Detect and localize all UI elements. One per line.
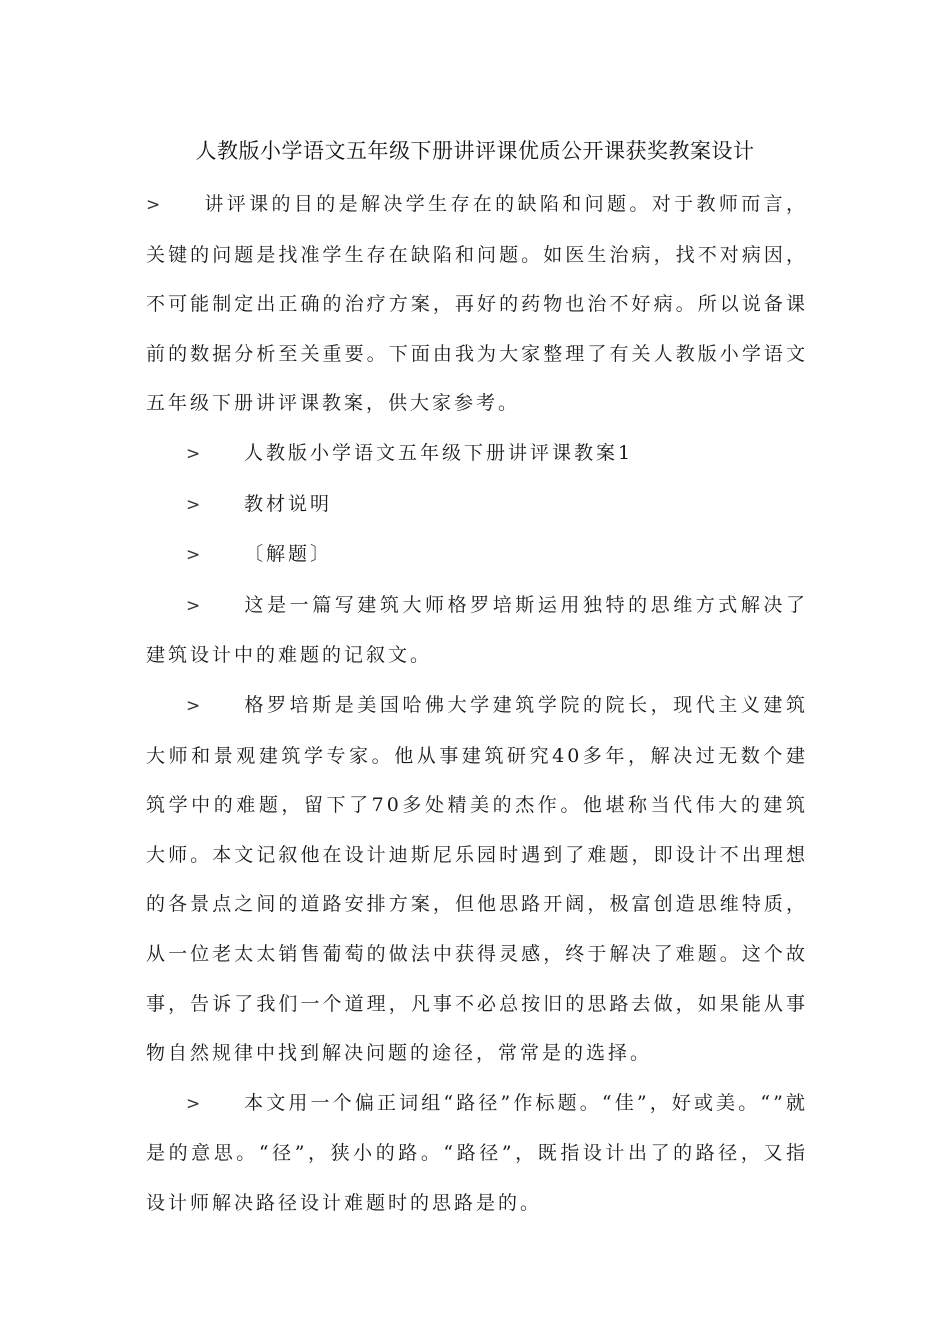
- document-title: 人教版小学语文五年级下册讲评课优质公开课获奖教案设计: [195, 139, 755, 163]
- paragraph-text: 这是一篇写建筑大师格罗培斯运用独特的思维方式解决了建筑设计中的难题的记叙文。: [146, 593, 808, 667]
- paragraph: [146, 429, 808, 480]
- bullet-arrow-icon: >: [186, 494, 201, 515]
- bullet-arrow-icon: >: [186, 545, 201, 566]
- bullet-arrow-icon: >: [186, 1093, 201, 1114]
- bullet-arrow-icon: >: [186, 695, 201, 716]
- bullet-arrow-icon: >: [186, 595, 201, 616]
- paragraph: [146, 681, 808, 1079]
- paragraph: [146, 530, 808, 581]
- paragraph: [146, 180, 808, 429]
- paragraph: [146, 581, 808, 681]
- paragraph-text: 教材说明: [244, 492, 333, 515]
- paragraph-text: 〔解题〕: [244, 543, 333, 566]
- paragraph-text: 讲评课的目的是解决学生存在的缺陷和问题。对于教师而言，关键的问题是找准学生存在缺陷和问题。如医生治病，找不对病因，不可能制定出正确的治疗方案，再好的药物也治不好病。所以说备课前的数据分析至关重要。下面由我为大家整理了有关人教版小学语文五年级下册讲评课教案，供大家参考。: [146, 193, 808, 415]
- document-body: [146, 180, 808, 1228]
- paragraph-text: 本文用一个偏正词组“路径”作标题。“佳”，好或美。“”就是的意思。“径”，狭小的路。“路径”，既指设计出了的路径，又指设计师解决路径设计难题时的思路是的。: [146, 1091, 808, 1214]
- paragraph-text: 格罗培斯是美国哈佛大学建筑学院的院长，现代主义建筑大师和景观建筑学专家。他从事建筑研究40多年，解决过无数个建筑学中的难题，留下了70多处精美的杰作。他堪称当代伟大的建筑大师。本文记叙他在设计迪斯尼乐园时遇到了难题，即设计不出理想的各景点之间的道路安排方案，但他思路开阔，极富创造思维特质，从一位老太太销售葡萄的做法中获得灵感，终于解决了难题。这个故事，告诉了我们一个道理，凡事不必总按旧的思路去做，如果能从事物自然规律中找到解决问题的途径，常常是的选择。: [146, 693, 808, 1065]
- paragraph-text: 人教版小学语文五年级下册讲评课教案1: [244, 441, 634, 464]
- bullet-arrow-icon: >: [146, 195, 161, 215]
- bullet-arrow-icon: >: [186, 443, 201, 464]
- paragraph: [146, 480, 808, 531]
- paragraph: [146, 1079, 808, 1229]
